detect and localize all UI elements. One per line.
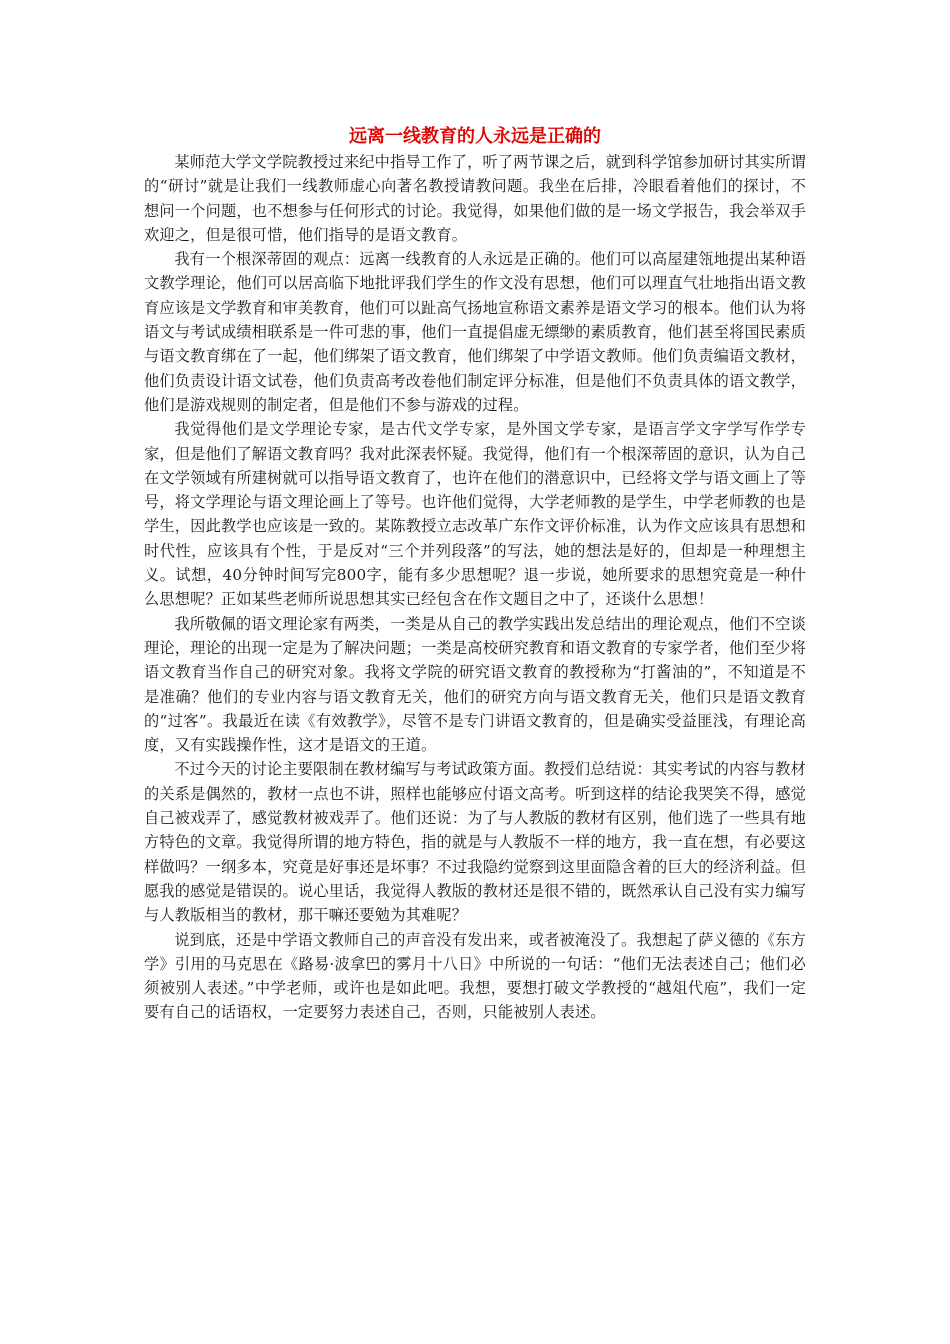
paragraph-6: 说到底，还是中学语文教师自己的声音没有发出来，或者被淹没了。我想起了萨义德的《东方学》引用的马克思在《路易·波拿巴的雾月十八日》中所说的一句话：“他们无法表述自己；他们必须被别人表述。”中学老师，或许也是如此吧。我想，要想打破文学教授的“越俎代庖”，我们一定要有自己的话语权，一定要努力表述自己，否则，只能被别人表述。: [144, 930, 806, 1022]
paragraph-2: 我有一个根深蒂固的观点：远离一线教育的人永远是正确的。他们可以高屋建瓴地提出某种语文教学理论，他们可以居高临下地批评我们学生的作文没有思想，他们可以理直气壮地指出语文教育应该是文学教育和审美教育，他们可以趾高气扬地宣称语文素养是语文学习的根本。他们认为将语文与考试成绩相联系是一件可悲的事，他们一直提倡虚无缥缈的素质教育，他们甚至将国民素质与语文教育绑在了一起，他们绑架了语文教育，他们绑架了中学语文教师。他们负责编语文教材，他们负责设计语文试卷，他们负责高考改卷他们制定评分标准，但是他们不负责具体的语文教学，他们是游戏规则的制定者，但是他们不参与游戏的过程。: [144, 250, 806, 414]
paragraph-1: 某师范大学文学院教授过来纪中指导工作了，听了两节课之后，就到科学馆参加研讨其实所谓的“研讨”就是让我们一线教师虚心向著名教授请教问题。我坐在后排，冷眼看着他们的探讨，不想问一个问题，也不想参与任何形式的讨论。我觉得，如果他们做的是一场文学报告，我会举双手欢迎之，但是很可惜，他们指导的是语文教育。: [144, 153, 806, 244]
paragraph-4: 我所敬佩的语文理论家有两类，一类是从自己的教学实践出发总结出的理论观点，他们不空谈理论，理论的出现一定是为了解决问题；一类是高校研究教育和语文教育的专家学者，他们至少将语文教育当作自己的研究对象。我将文学院的研究语文教育的教授称为“打酱油的”，不知道是不是准确？他们的专业内容与语文教育无关，他们的研究方向与语文教育无关，他们只是语文教育的“过客”。我最近在读《有效教学》，尽管不是专门讲语文教育的，但是确实受益匪浅，有理论高度，又有实践操作性，这才是语文的王道。: [144, 614, 806, 755]
document-body: [144, 150, 806, 1025]
document-title: 远离一线教育的人永远是正确的: [349, 126, 601, 147]
paragraph-5: 不过今天的讨论主要限制在教材编写与考试政策方面。教授们总结说：其实考试的内容与教材的关系是偶然的，教材一点也不讲，照样也能够应付语文高考。听到这样的结论我哭笑不得，感觉自己被戏弄了，感觉教材被戏弄了。他们还说：为了与人教版的教材有区别，他们选了一些具有地方特色的文章。我觉得所谓的地方特色，指的就是与人教版不一样的地方，我一直在想，有必要这样做吗？一纲多本，究竟是好事还是坏事？不过我隐约觉察到这里面隐含着的巨大的经济利益。但愿我的感觉是错误的。说心里话，我觉得人教版的教材还是很不错的，既然承认自己没有实力编写与人教版相当的教材，那干嘛还要勉为其难呢？: [144, 760, 806, 925]
paragraph-3: 我觉得他们是文学理论专家，是古代文学专家，是外国文学专家，是语言学文字学写作学专家，但是他们了解语文教育吗？我对此深表怀疑。我觉得，他们有一个根深蒂固的意识，认为自己在文学领域有所建树就可以指导语文教育了，也许在他们的潜意识中，已经将文学与语文画上了等号，将文学理论与语文理论画上了等号。也许他们觉得，大学老师教的是学生，中学老师教的也是学生，因此教学也应该是一致的。某陈教授立志改革广东作文评价标准，认为作文应该具有思想和时代性，应该具有个性，于是反对“三个并列段落”的写法，她的想法是好的，但却是一种理想主义。试想，40分钟时间写完800字，能有多少思想呢？退一步说，她所要求的思想究竟是一种什么思想呢？正如某些老师所说思想其实已经包含在作文题目之中了，还谈什么思想！: [144, 420, 806, 609]
